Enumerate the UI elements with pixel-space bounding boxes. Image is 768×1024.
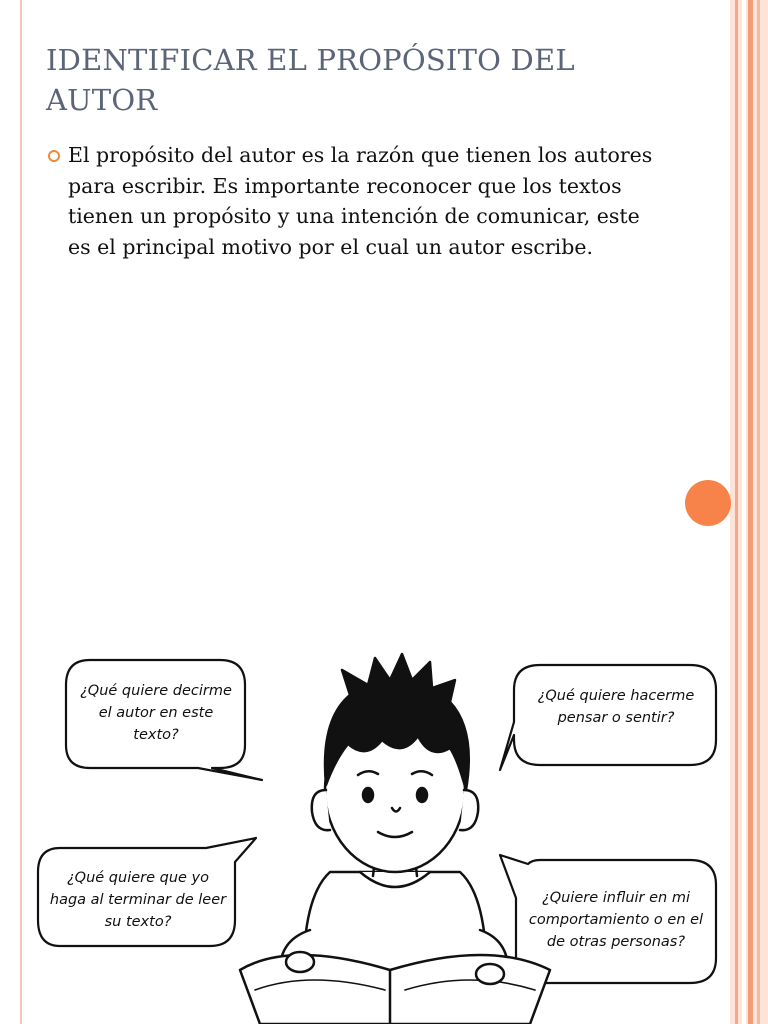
svg-text:texto?: texto? [133,727,179,743]
bullet-circle-icon [48,150,60,162]
svg-text:¿Qué quiere que yo: ¿Qué quiere que yo [66,870,210,886]
left-frame-line [20,0,22,1024]
svg-text:comportamiento o en el: comportamiento o en el [528,912,704,928]
right-decor-stripe [757,0,760,1024]
boy-figure [240,654,550,1024]
svg-text:¿Qué quiere decirme: ¿Qué quiere decirme [80,683,232,699]
reading-boy-illustration [30,640,730,1024]
right-decor-stripe [748,0,753,1024]
svg-text:de otras personas?: de otras personas? [546,934,686,950]
orange-circle-decoration [685,480,731,526]
bubble-text-bottom-right [529,890,703,950]
svg-text:el autor en este: el autor en este [98,705,214,721]
bullet-list [46,140,666,262]
svg-text:su texto?: su texto? [104,914,172,930]
bullet-item [46,140,666,262]
slide-title: IDENTIFICAR EL PROPÓSITO DEL AUTOR [46,43,575,117]
right-decor-stripe [735,0,738,1024]
right-decor-stripe [742,0,746,1024]
svg-text:¿Qué quiere hacerme: ¿Qué quiere hacerme [537,688,695,704]
svg-text:haga al terminar de leer: haga al terminar de leer [49,892,227,908]
svg-text:pensar o sentir?: pensar o sentir? [557,710,675,726]
bullet-text: El propósito del autor es la razón que tienen los autores para escribir. Es importante reconocer que los textos tienen un propósito y una intención de comunicar, este es el principal motivo por el cual un autor escribe. [68,143,653,259]
svg-text:¿Quiere influir en mi: ¿Quiere influir en mi [542,890,690,906]
